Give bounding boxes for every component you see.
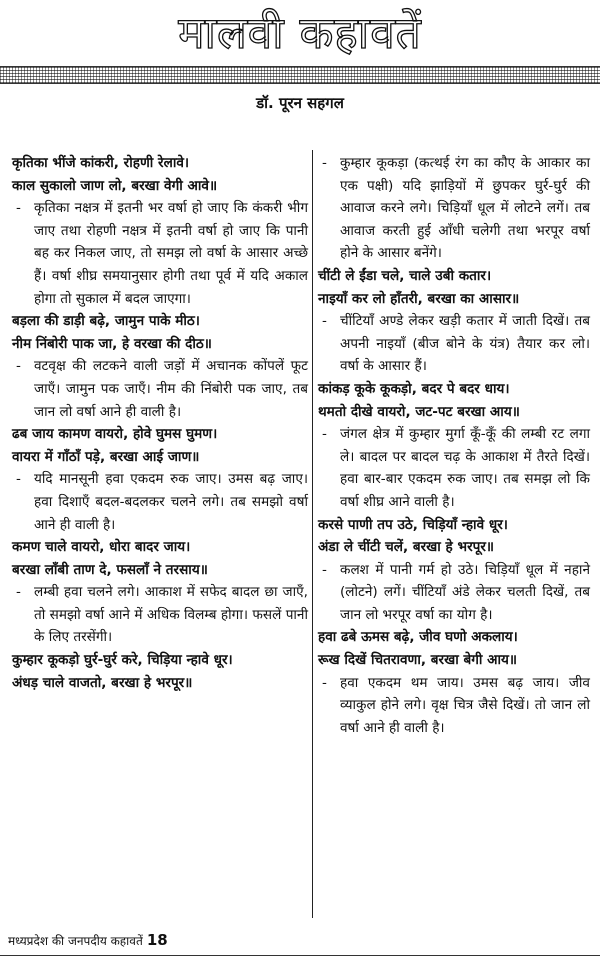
proverb-block	[12, 152, 308, 310]
meaning-item	[318, 152, 590, 265]
proverb-block	[12, 310, 308, 423]
dash-bullet: -	[322, 674, 327, 691]
meaning-item	[318, 559, 590, 627]
meaning-item	[12, 468, 308, 536]
meaning-item	[12, 581, 308, 649]
page-title: मालवी कहावतें	[178, 8, 422, 59]
dash-bullet: -	[16, 584, 21, 601]
meaning-item	[318, 310, 590, 378]
proverb-line: बरखा लाँबी ताण दे, फसलाँ ने तरसाय॥	[12, 561, 208, 578]
meaning-text: चींटियाँ अण्डे लेकर खड़ी कतार में जाती दिखें। तब अपनी नाइयाँ (बीज बोने के यंत्र) तैयार कर लो। वर्षा के आसार हैं।	[340, 313, 590, 375]
meaning-text: कलश में पानी गर्म हो उठे। चिड़ियाँ धूल में नहाने (लोटने) लगें। चींटियाँ अंडे लेकर चलती दिखें, तब जान लो भरपूर वर्षा का योग है।	[340, 561, 590, 623]
dash-bullet: -	[16, 358, 21, 375]
proverb-line: वायरा में गाँठाँ पड़े, बरखा आई जाण॥	[12, 448, 200, 465]
proverb-block	[318, 265, 590, 378]
page-footer	[8, 928, 168, 953]
meaning-text: कृतिका नक्षत्र में इतनी भर वर्षा हो जाए कि कंकरी भीग जाए तथा रोहणी नक्षत्र में इतनी वर्षा हो जाए कि पानी बह कर निकल जाए, तो समझ लो वर्षा के आसार अच्छे हैं। वर्षा शीघ्र समयानुसार होगी तथा पूर्व में यदि अकाल होगा तो सुकाल में बदल जाएगा।	[34, 200, 308, 307]
proverb-line: चींटी ले ईंडा चले, चाले उबी कतार।	[318, 267, 492, 284]
proverb-line: कुम्हार कूकड़ो घुर्र-घुर्र करे, चिड़िया न्हावे धूर।	[12, 652, 233, 669]
dash-bullet: -	[322, 155, 327, 171]
proverb-line: नीम निंबोरी पाक जा, हे वरखा की दीठ॥	[12, 335, 212, 352]
proverb-block	[12, 536, 308, 649]
dash-bullet: -	[16, 200, 21, 217]
meaning-text: यदि मानसूनी हवा एकदम रुक जाए। उमस बढ़ जाए। हवा दिशाएँ बदल-बदलकर चलने लगे। तब समझो वर्षा आने ही वाली है।	[34, 471, 308, 533]
proverb-block	[318, 152, 590, 265]
proverb-block	[318, 514, 590, 627]
footer-rule	[0, 955, 600, 956]
left-column	[12, 152, 308, 694]
meaning-item	[12, 355, 308, 423]
right-column	[318, 152, 590, 739]
meaning-item	[12, 197, 308, 310]
proverb-block	[12, 649, 308, 694]
proverb-line: कृतिका भींजे कांकरी, रोहणी रेलावे।	[12, 155, 190, 171]
meaning-text: जंगल क्षेत्र में कुम्हार मुर्गा कूँ-कूँ की लम्बी रट लगा ले। बादल पर बादल चढ़ के आकाश में तैरते दिखें। हवा बार-बार एकदम रुक जाए। तब समझ लो कि वर्षा शीघ्र आने वाली है।	[340, 426, 590, 510]
title-divider-band	[0, 66, 600, 84]
meaning-text: कुम्हार कूकड़ा (कत्थई रंग का कौए के आकार का एक पक्षी) यदि झाड़ियों में छुपकर घुर्र-घुर्र की आवाज करने लगे। चिड़ियाँ धूल में लोटने लगें। तब आवाज करती हुई आँधी चलेगी तथा भरपूर वर्षा होने के आसार बनेंगे।	[340, 155, 590, 262]
proverb-block	[318, 378, 590, 514]
meaning-item	[318, 423, 590, 513]
proverb-line: अंडा ले चींटी चलें, बरखा हे भरपूर॥	[318, 539, 495, 556]
dash-bullet: -	[322, 426, 327, 443]
proverb-line: ढब जाय कामण वायरो, होवे घुमस घुमण।	[12, 426, 218, 443]
dash-bullet: -	[322, 561, 327, 578]
proverb-line: करसे पाणी तप उठे, चिड़ियाँ न्हावे धूर।	[318, 516, 508, 533]
proverb-line: कांकड़ कूके कूकड़ो, बदर पे बदर धाय।	[318, 380, 510, 397]
dash-bullet: -	[16, 471, 21, 488]
meaning-text: हवा एकदम थम जाय। उमस बढ़ जाय। जीव व्याकुल होने लगे। वृक्ष चित्र जैसे दिखें। तो जान लो वर्षा आने ही वाली है।	[340, 674, 590, 736]
proverb-line: काल सुकालो जाण लो, बरखा वेगी आवे॥	[12, 177, 218, 194]
proverb-line: कमण चाले वायरो, धोरा बादर जाय।	[12, 539, 191, 556]
dash-bullet: -	[322, 313, 327, 330]
proverb-line: हवा ढबे ऊमस बढ़े, जीव घणो अकलाय।	[318, 629, 518, 646]
meaning-text: वटवृक्ष की लटकने वाली जड़ों में अचानक कोंपलें फूट जाएँ। जामुन पक जाएँ। नीम की निंबोरी पक जाए, तब जान लो वर्षा आने ही वाली है।	[34, 358, 308, 420]
proverb-line: रूख दिखें चितरावणा, बरखा बेगी आय॥	[318, 652, 518, 669]
proverb-line: बड़ला की डाड़ी बढ़े, जामुन पाके मीठ।	[12, 313, 200, 330]
meaning-item	[318, 672, 590, 740]
column-divider	[312, 150, 313, 918]
proverb-block	[12, 423, 308, 536]
page-number: 18	[146, 931, 168, 949]
book-title: मध्यप्रदेश की जनपदीय कहावतें	[8, 934, 143, 948]
proverb-line: थमतो दीखे वायरो, जट-पट बरखा आय॥	[318, 403, 520, 420]
meaning-text: लम्बी हवा चलने लगे। आकाश में सफेद बादल छा जाएँ, तो समझो वर्षा आने में अधिक विलम्ब होगा। फसलें पानी के लिए तरसेंगी।	[34, 584, 308, 646]
author-name: डॉ. पूरन सहगल	[256, 94, 344, 112]
proverb-line: नाइयाँ कर लो हाँतरी, बरखा का आसार॥	[318, 290, 520, 307]
proverb-line: अंधड़ चाले वाजतो, बरखा हे भरपूर॥	[12, 674, 193, 691]
proverb-block	[318, 626, 590, 739]
